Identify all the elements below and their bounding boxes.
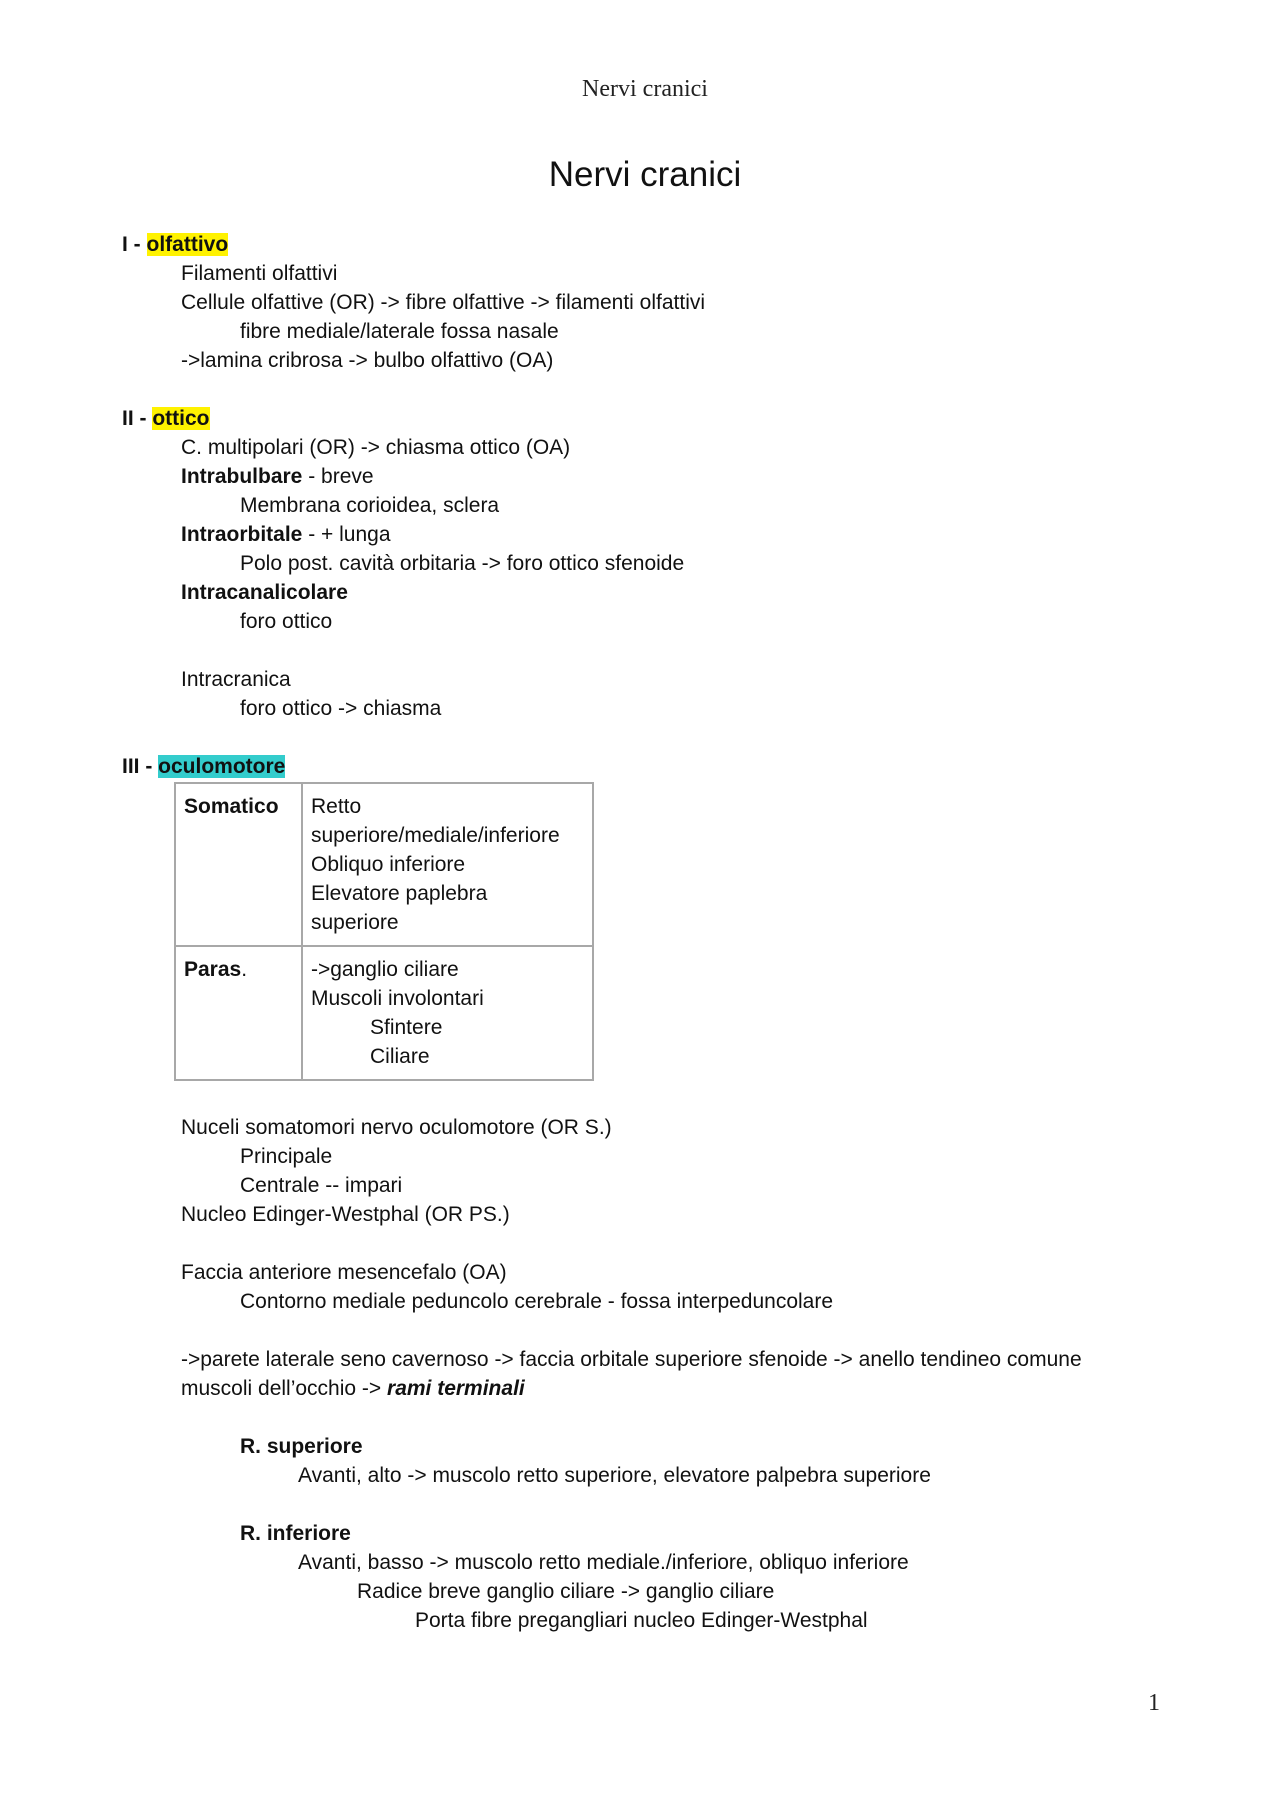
page-title: Nervi cranici [548,155,742,194]
text-line: ->lamina cribrosa -> bulbo olfattivo (OA) [181,349,554,372]
text-line: Principale [240,1145,333,1168]
text-line-rami: muscoli dell’occhio -> rami terminali [181,1377,525,1400]
text-line-intrabulbare: Intrabulbare - breve [181,465,374,488]
text-line: Intracranica [181,668,291,691]
text-line: Avanti, basso -> muscolo retto mediale./inferiore, obliquo inferiore [298,1551,909,1574]
text-line: Cellule olfattive (OR) -> fibre olfattive -> filamenti olfattivi [181,291,706,314]
table-cell-somatico: Somatico [175,783,302,946]
text-line: foro ottico -> chiasma [240,697,442,720]
text-line: ->parete laterale seno cavernoso -> faccia orbitale superiore sfenoide -> anello tendineo comune [181,1348,1082,1371]
highlight-olfattivo: olfattivo [146,233,229,256]
table-cell-somatico-content: Retto superiore/mediale/inferiore Obliquo inferiore Elevatore paplebra superiore [302,783,593,946]
text-line: Contorno mediale peduncolo cerebrale - fossa interpeduncolare [240,1290,834,1313]
section-heading-oculomotore: III - oculomotore [122,755,286,778]
subheading-r-inferiore: R. inferiore [240,1522,351,1545]
text-line: Nuceli somatomori nervo oculomotore (OR S.) [181,1116,612,1139]
text-line: Radice breve ganglio ciliare -> ganglio ciliare [357,1580,775,1603]
highlight-oculomotore: oculomotore [158,755,286,778]
section-heading-olfattivo: I - olfattivo [122,233,229,256]
text-line-intraorbitale: Intraorbitale - + lunga [181,523,391,546]
text-line: Membrana corioidea, sclera [240,494,500,517]
page-number: 1 [1148,1690,1160,1716]
subheading-r-superiore: R. superiore [240,1435,363,1458]
oculomotore-table [174,782,594,1081]
text-line: Polo post. cavità orbitaria -> foro ottico sfenoide [240,552,685,575]
highlight-ottico: ottico [152,407,210,430]
section-heading-ottico: II - ottico [122,407,210,430]
table-row [175,946,593,1080]
text-line: foro ottico [240,610,333,633]
text-line: Nucleo Edinger-Westphal (OR PS.) [181,1203,510,1226]
running-header-text: Nervi cranici [582,76,708,102]
table-cell-paras-content: ->ganglio ciliare Muscoli involontari Sfintere Ciliare [302,946,593,1080]
text-line-intracanalicolare: Intracanalicolare [181,581,348,604]
table-cell-paras: Paras. [175,946,302,1080]
text-line: C. multipolari (OR) -> chiasma ottico (OA) [181,436,571,459]
text-line: fibre mediale/laterale fossa nasale [240,320,559,343]
running-header [0,76,1280,103]
text-line: Avanti, alto -> muscolo retto superiore, elevatore palpebra superiore [298,1464,931,1487]
table-row [175,783,593,946]
text-line: Filamenti olfattivi [181,262,338,285]
text-line: Porta fibre pregangliari nucleo Edinger-Westphal [415,1609,868,1632]
text-line: Centrale -- impari [240,1174,403,1197]
text-line: Faccia anteriore mesencefalo (OA) [181,1261,507,1284]
